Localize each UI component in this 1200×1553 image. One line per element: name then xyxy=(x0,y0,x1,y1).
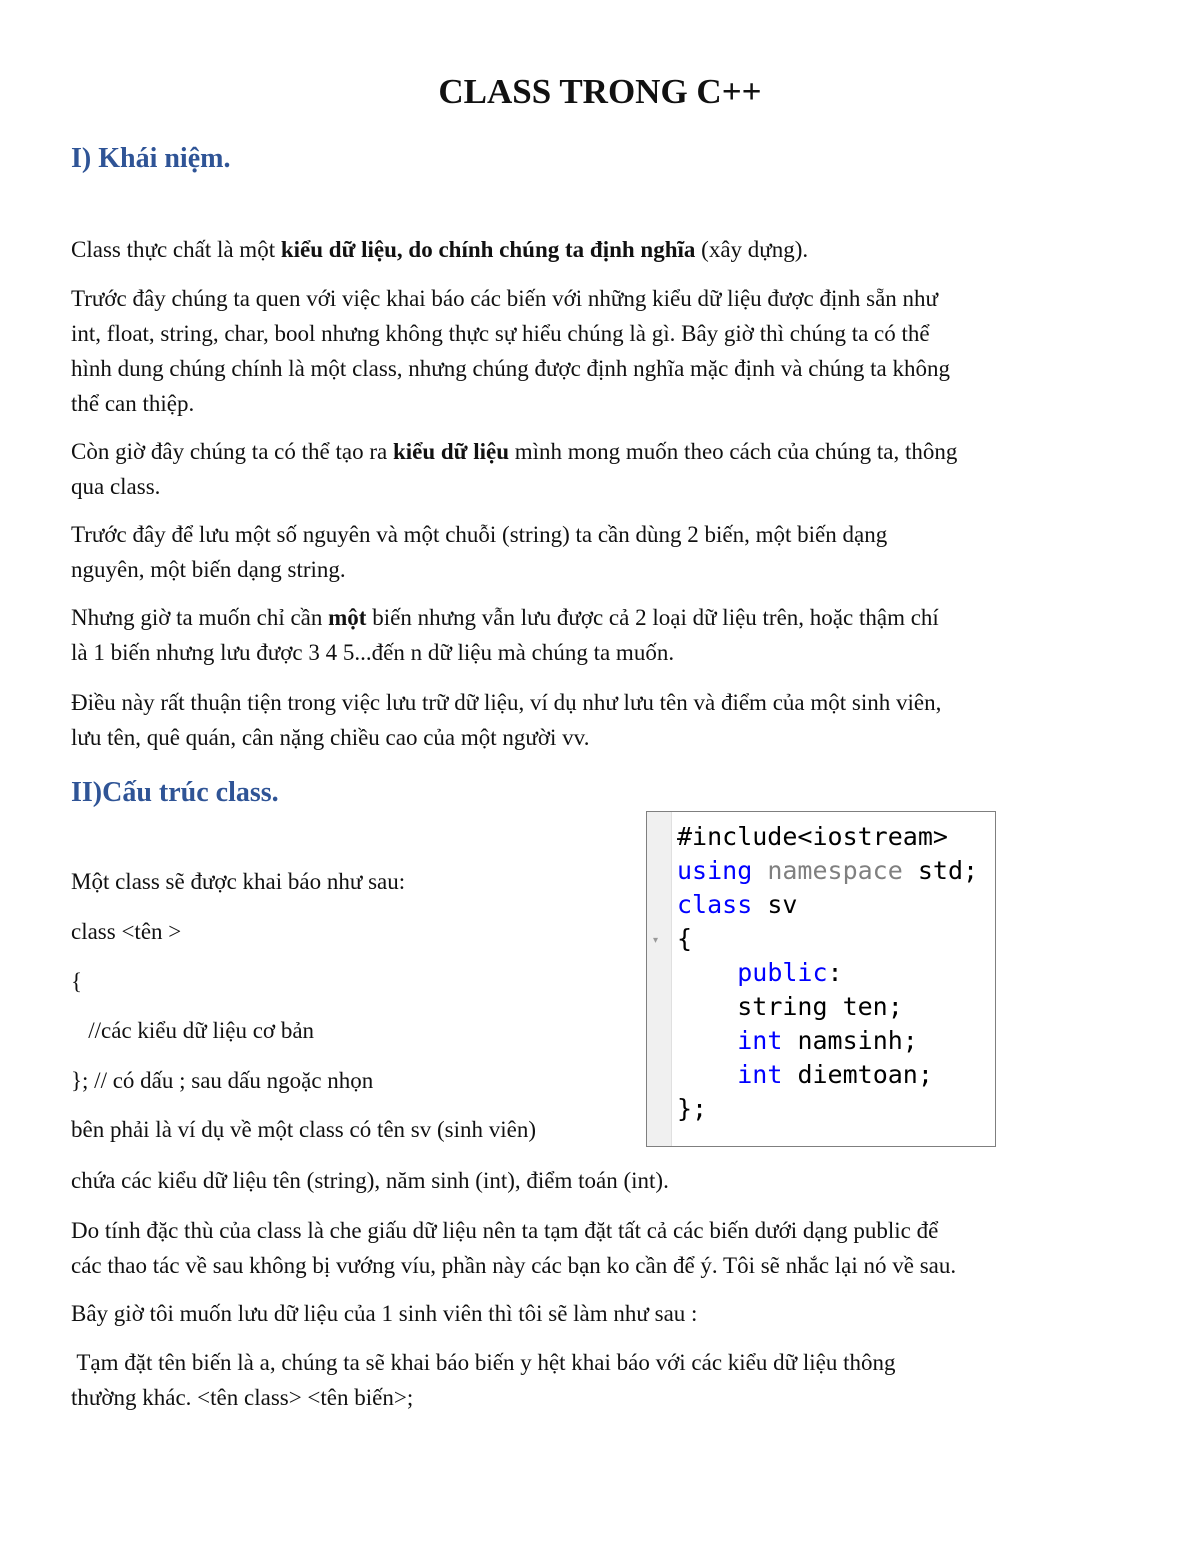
code-gutter xyxy=(647,812,672,1146)
code-line-open-brace: { xyxy=(677,924,693,953)
syntax-line-close-brace: }; // có dấu ; sau dấu ngoặc nhọn xyxy=(71,1068,374,1093)
code-line-class: class sv xyxy=(677,890,798,919)
code-line-include: #include<iostream> xyxy=(677,822,948,851)
code-line-close-brace: }; xyxy=(677,1094,708,1123)
paragraph-one-variable: Nhưng giờ ta muốn chỉ cần một biến nhưng vẫn lưu được cả 2 loại dữ liệu trên, hoặc thậm chí là 1 biến nhưng lưu được 3 4 5...đến n dữ liệu mà chúng ta muốn. xyxy=(71,605,939,665)
code-line-int-diemtoan: int diemtoan; xyxy=(737,1060,933,1089)
paragraph-example-contents: chứa các kiểu dữ liệu tên (string), năm sinh (int), điểm toán (int). xyxy=(71,1168,669,1193)
document-title: CLASS TRONG C++ xyxy=(438,72,762,111)
paragraph-custom-types: Còn giờ đây chúng ta có thể tạo ra kiểu dữ liệu mình mong muốn theo cách của chúng ta, thông qua class. xyxy=(71,439,958,499)
paragraph-convenience: Điều này rất thuận tiện trong việc lưu trữ dữ liệu, ví dụ như lưu tên và điểm của một sinh viên, lưu tên, quê quán, cân nặng chiều cao của một người vv. xyxy=(71,690,942,750)
code-line-using: using namespace std; xyxy=(677,856,979,885)
code-example-box xyxy=(646,811,996,1147)
code-line-int-namsinh: int namsinh; xyxy=(737,1026,918,1055)
code-lines xyxy=(677,820,978,1126)
paragraph-store-student: Bây giờ tôi muốn lưu dữ liệu của 1 sinh viên thì tôi sẽ làm như sau : xyxy=(71,1301,698,1326)
code-line-string: string ten; xyxy=(737,992,903,1021)
paragraph-example-intro: bên phải là ví dụ về một class có tên sv (sinh viên) xyxy=(71,1117,537,1142)
syntax-line-comment: //các kiểu dữ liệu cơ bản xyxy=(71,1018,315,1043)
code-line-public: public: xyxy=(737,958,843,987)
paragraph-declare-intro: Một class sẽ được khai báo như sau: xyxy=(71,869,406,894)
paragraph-predefined-types: Trước đây chúng ta quen với việc khai báo các biến với những kiểu dữ liệu được định sẵn như int, float, string, char, bool nhưng không thực sự hiểu chúng là gì. Bây giờ thì chúng ta có thể hình dung chúng chính là một class, nhưng chúng được định nghĩa mặc định và chúng ta không thể can thiệp. xyxy=(71,286,950,416)
syntax-line-open-brace: { xyxy=(71,969,83,994)
paragraph-declare-variable: Tạm đặt tên biến là a, chúng ta sẽ khai báo biến y hệt khai báo với các kiểu dữ liệu thông thường khác. <tên class> <tên biến>; xyxy=(71,1350,896,1410)
paragraph-class-definition: Class thực chất là một kiểu dữ liệu, do chính chúng ta định nghĩa (xây dựng). xyxy=(71,237,809,262)
syntax-line-class: class <tên > xyxy=(71,919,182,944)
section-heading-concept: I) Khái niệm. xyxy=(71,143,231,174)
section-heading-structure: II)Cấu trúc class. xyxy=(71,777,279,808)
paragraph-public-note: Do tính đặc thù của class là che giấu dữ liệu nên ta tạm đặt tất cả các biến dưới dạng public để các thao tác về sau không bị vướng víu, phần này các bạn ko cần để ý. Tôi sẽ nhắc lại nó về sau. xyxy=(71,1218,957,1278)
fold-icon: ▾ xyxy=(653,935,659,946)
paragraph-two-variables: Trước đây để lưu một số nguyên và một chuỗi (string) ta cần dùng 2 biến, một biến dạng nguyên, một biến dạng string. xyxy=(71,522,888,582)
